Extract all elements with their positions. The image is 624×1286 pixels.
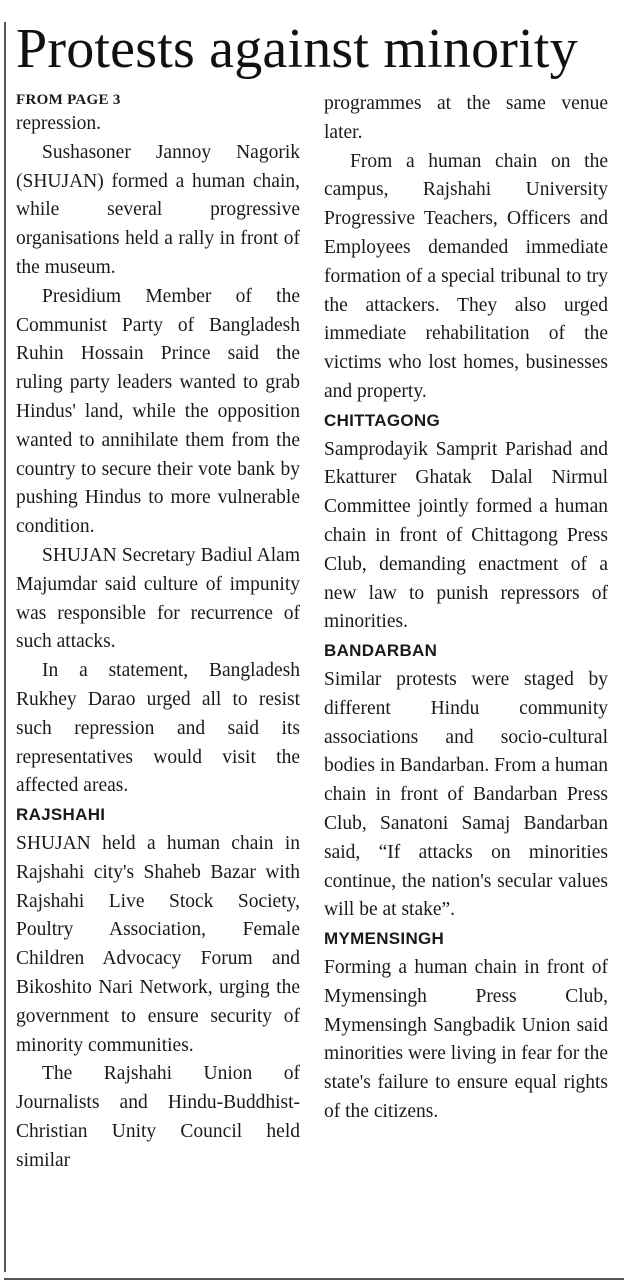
paragraph: In a statement, Bangladesh Rukhey Darao urged all to resist such repression and said its representatives would visit the affected areas. xyxy=(16,660,300,797)
paragraph: Forming a human chain in front of Mymensingh Press Club, Mymensingh Sangbadik Union said minorities were living in fear for the state's failure to ensure equal rights of the citizens. xyxy=(324,956,608,1122)
article-column-right xyxy=(324,90,608,1127)
section-heading-mymensingh: MYMENSINGH xyxy=(324,929,445,949)
paragraph: repression. xyxy=(16,113,102,134)
paragraph: From a human chain on the campus, Rajshahi University Progressive Teachers, Officers and Employees demanded immediate formation of a special tribunal to try the attackers. They also urged immediate rehabilitation of the victims who lost homes, businesses and property. xyxy=(324,150,608,402)
continuation-kicker: FROM PAGE 3 xyxy=(16,92,121,108)
paragraph: Sushasoner Jannoy Nagorik (SHUJAN) formed a human chain, while several progressive organisations held a rally in front of the museum. xyxy=(16,141,300,278)
headline: Protests against minority xyxy=(16,18,578,80)
paragraph: Presidium Member of the Communist Party of Bangladesh Ruhin Hossain Prince said the ruling party leaders wanted to grab Hindus' land, while the opposition wanted to annihilate them from the country to secure their vote bank by pushing Hindus to more vulnerable condition. xyxy=(16,285,300,538)
column-rule-left xyxy=(4,22,6,1272)
paragraph: The Rajshahi Union of Journalists and Hindu-Buddhist-Christian Unity Council held similar xyxy=(16,1063,300,1171)
column-rule-bottom xyxy=(4,1278,624,1280)
paragraph: SHUJAN Secretary Badiul Alam Majumdar said culture of impunity was responsible for recurrence of such attacks. xyxy=(16,544,300,653)
article-column-left xyxy=(16,90,300,1175)
section-heading-bandarban: BANDARBAN xyxy=(324,641,438,661)
paragraph: SHUJAN held a human chain in Rajshahi city's Shaheb Bazar with Rajshahi Live Stock Society, Poultry Association, Female Children Advocacy Forum and Bikoshito Nari Network, urging the government to ensure security of minority communities. xyxy=(16,832,300,1056)
paragraph: Similar protests were staged by different Hindu community associations and socio-cultural bodies in Bandarban. From a human chain in front of Bandarban Press Club, Sanatoni Samaj Bandarban said, “If attacks on minorities continue, the nation's secular values will be at stake”. xyxy=(324,668,608,921)
paragraph: Samprodayik Samprit Parishad and Ekatturer Ghatak Dalal Nirmul Committee jointly formed a human chain in front of Chittagong Press Club, demanding enactment of a new law to punish repressors of minorities. xyxy=(324,438,608,633)
paragraph: programmes at the same venue later. xyxy=(324,93,608,143)
section-heading-chittagong: CHITTAGONG xyxy=(324,410,441,430)
section-heading-rajshahi: RAJSHAHI xyxy=(16,805,106,825)
